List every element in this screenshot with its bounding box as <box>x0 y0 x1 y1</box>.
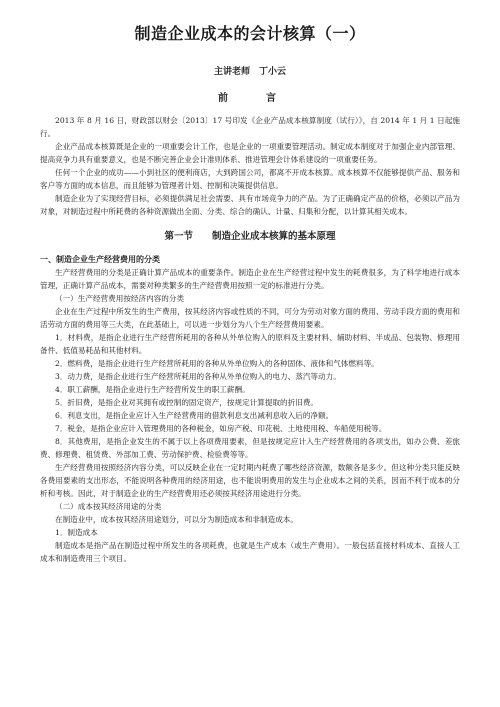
section-heading: 第一节 制造企业成本核算的基本原理 <box>164 231 336 242</box>
preface-paragraph: 制造企业为了实现经营目标，必须提供满足社会需要、具有市场竞争力的产品。为了正确确定产品的价格，必须以产品为对象，对制造过程中所耗费的各种资源做出全面、分类、综合的确认、计量、归集和分配，以计算其相关成本。 <box>40 194 460 216</box>
cost-element-list <box>40 331 460 461</box>
subsection-heading: （一）生产经营费用按经济内容的分类 <box>55 294 185 303</box>
author-line: 主讲老师 丁小云 <box>213 67 286 77</box>
body-paragraph: 在制造业中，成本按其经济用途划分，可以分为制造成本和非制造成本。 <box>55 515 298 524</box>
list-item: 1．制造成本 <box>55 528 98 537</box>
body-paragraph: 生产经营费用按照经济内容分类，可以反映企业在一定时期内耗费了哪些经济资源，数额各是多少。但这种分类只能反映各费用要素的支出形态，不能说明各种费用的经济用途，也不能说明费用的发生与企业成本之间的关系，因而不利于成本的分析和考核。因此，对于制造企业的生产经营费用还必须按其经济用途进行分类。 <box>40 463 460 498</box>
list-item: 3．动力费，是指企业进行生产经营所耗用的各种从外单位购入的电力、蒸汽等动力。 <box>55 372 341 381</box>
list-item: 5．折旧费，是指企业对其拥有或控制的固定资产，按规定计算提取的折旧费。 <box>55 398 319 407</box>
list-item: 7．税金，是指企业应计入管理费用的各种税金，如房产税、印花税、土地使用税、车船使用税等。 <box>55 424 387 433</box>
body-paragraph: 生产经营费用的分类是正确计算产品成本的重要条件。制造企业在生产经营过程中发生的耗费很多，为了科学地进行成本管理，正确计算产品成本，需要对种类繁多的生产经营费用按照一定的标准进行分类。 <box>40 268 460 290</box>
list-item: 1．材料费，是指企业进行生产经营所耗用的各种从外单位购入的原料及主要材料、辅助材料、半成品、包装物、修理用备件、低值易耗品和其他材料。 <box>40 333 460 355</box>
body-paragraph: 企业在生产过程中所发生的生产费用，按其经济内容或性质的不同，可分为劳动对象方面的费用、劳动手段方面的费用和活劳动方面的费用等三大类，在此基础上，可以进一步划分为八个生产经营费用要素。 <box>40 307 460 329</box>
preface-paragraph: 2013 年 8 月 16 日，财政部以财会〔2013〕17 号印发《企业产品成本核算制度（试行）》，自 2014 年 1 月 1 日起施行。 <box>40 116 460 138</box>
preface-heading: 前 言 <box>218 93 282 104</box>
body-paragraph: 制造成本是指产品在制造过程中所发生的各项耗费，也就是生产成本（或生产费用）。一般包括直接材料成本、直接人工成本和制造费用三个项目。 <box>40 541 460 563</box>
list-item: 8．其他费用，是指企业发生的不属于以上各项费用要素，但是按规定应计入生产经营费用的各项支出，如办公费、差旅费、修理费、租赁费、外部加工费、劳动保护费、检验费等等。 <box>40 437 460 459</box>
preface-body <box>40 114 460 218</box>
preface-paragraph: 企业产品成本核算既是企业的一项重要会计工作，也是企业的一项重要管理活动。制定成本制度对于加强企业内部管理、提高竞争力具有重要意义，也是不断完善企业会计准则体系、推进管理会计体系建设的一项重要任务。 <box>40 142 460 164</box>
document-title: 制造企业成本的会计核算（一） <box>134 24 366 43</box>
list-item: 6．利息支出，是指企业应计入生产经营费用的借款利息支出减利息收入后的净额。 <box>55 411 334 420</box>
preface-paragraph: 任何一个企业的成功——小到社区的便利商店，大到跨国公司，都离不开成本核算。成本核算不仅能够提供产品、服务和客户等方面的成本信息，而且能够为管理者计划、控制和决策提供信息。 <box>40 168 460 190</box>
list-item: 2．燃料费，是指企业进行生产经营所耗用的各种从外单位购入的各种固体、液体和气体燃料等。 <box>55 359 379 368</box>
part-heading: 一、制造企业生产经营费用的分类 <box>40 254 160 264</box>
subsection-heading: （二）成本按其经济用途的分类 <box>55 502 162 511</box>
list-item: 4．职工薪酬，是指企业进行生产经营所发生的职工薪酬。 <box>55 385 250 394</box>
